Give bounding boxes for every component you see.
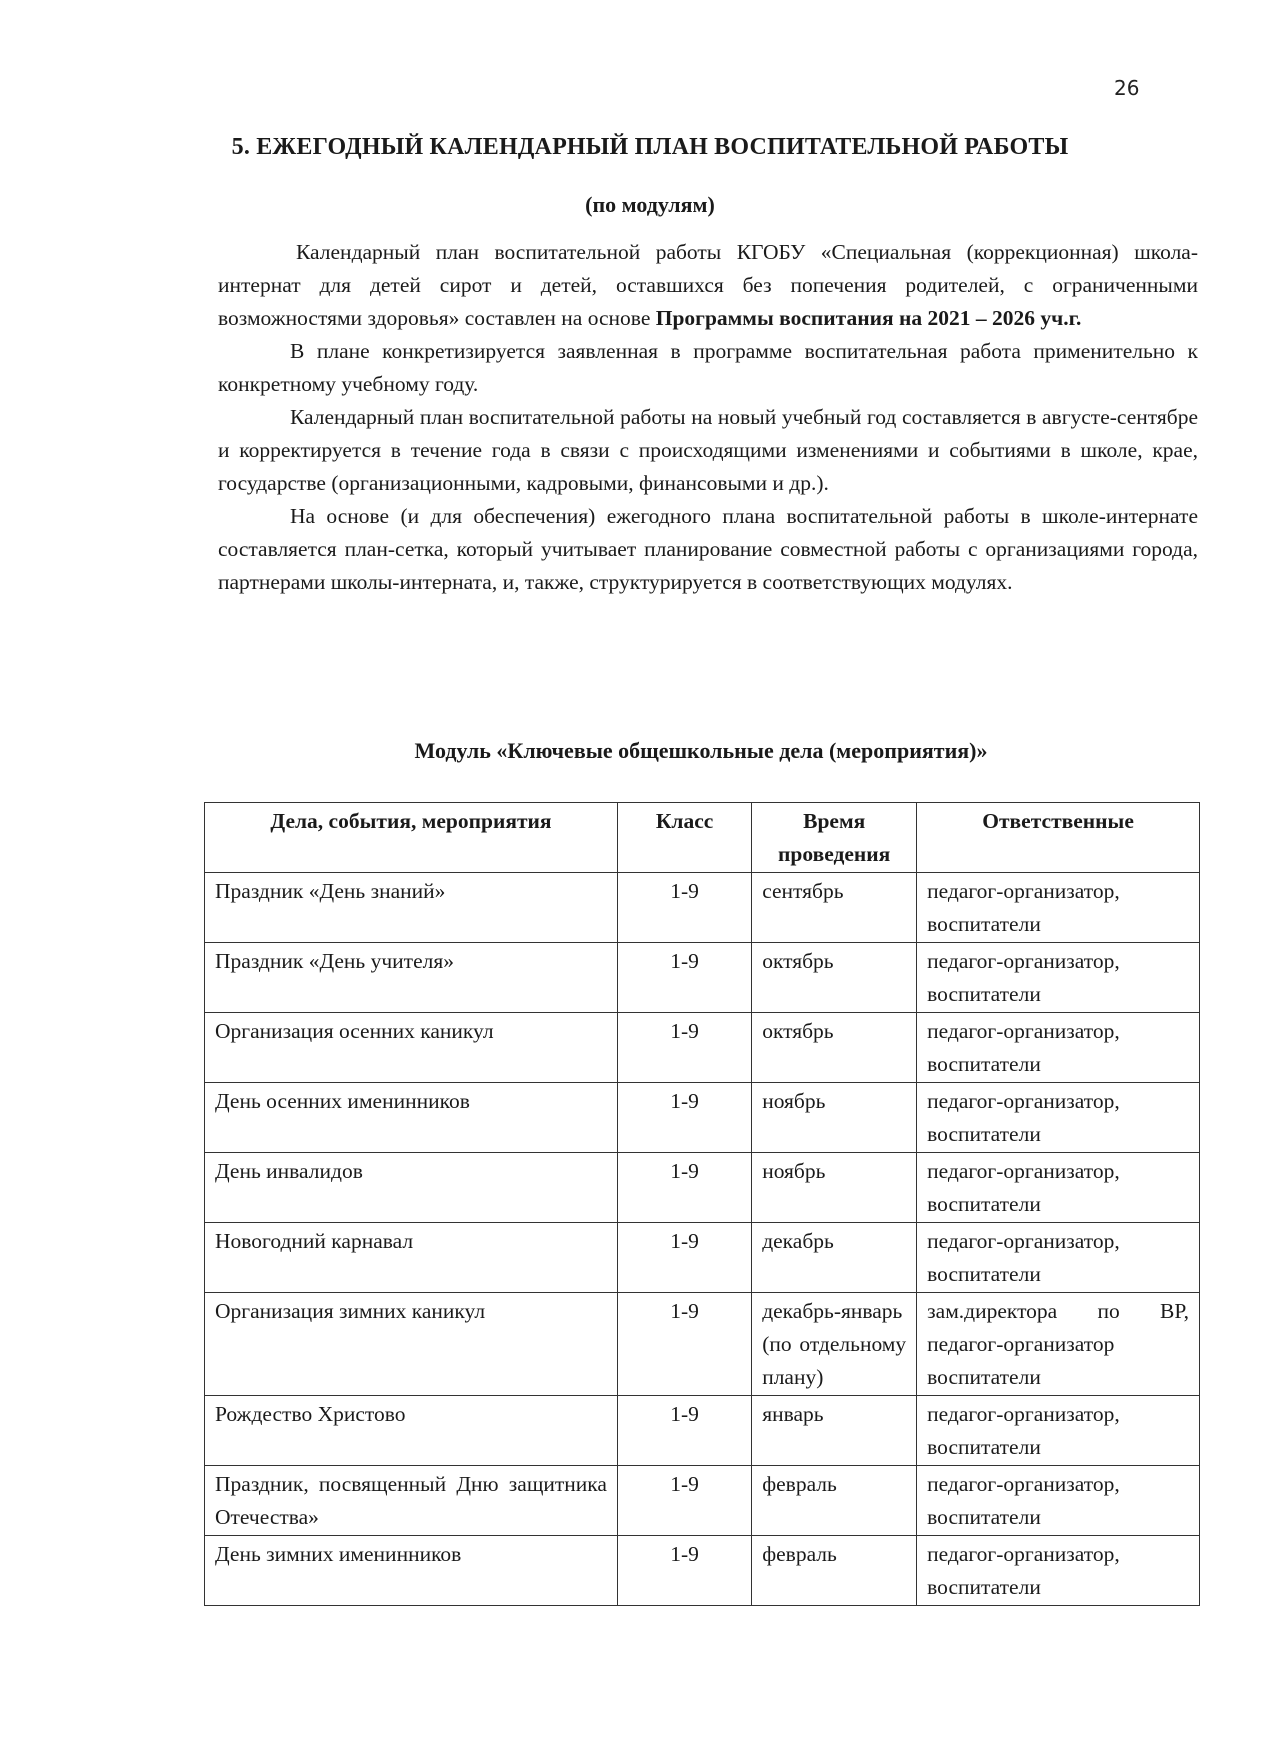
cell-time: сентябрь: [752, 873, 917, 943]
cell-event: Рождество Христово: [205, 1396, 618, 1466]
paragraph-2: В плане конкретизируется заявленная в программе воспитательная работа применительно к конкретному учебному году.: [218, 339, 1198, 396]
header-responsible: Ответственные: [917, 803, 1200, 873]
header-grade: Класс: [617, 803, 751, 873]
table-row: [205, 1013, 1200, 1083]
cell-responsible: педагог-организатор, воспитатели: [917, 1153, 1200, 1223]
cell-grade: 1-9: [617, 1083, 751, 1153]
paragraph-1-bold: Программы воспитания на 2021 – 2026 уч.г.: [655, 306, 1082, 330]
cell-responsible: зам.директора по ВР, педагог-организатор воспитатели: [917, 1293, 1200, 1396]
paragraph-3: Календарный план воспитательной работы на новый учебный год составляется в августе-сентябре и корректируется в течение года в связи с происходящими изменениями и событиями в школе, крае, государстве (организационными, кадровыми, финансовыми и др.).: [218, 405, 1198, 495]
cell-grade: 1-9: [617, 1013, 751, 1083]
table-row: [205, 1293, 1200, 1396]
cell-event: Организация зимних каникул: [205, 1293, 618, 1396]
cell-event: Новогодний карнавал: [205, 1223, 618, 1293]
cell-responsible: педагог-организатор, воспитатели: [917, 873, 1200, 943]
cell-time: ноябрь: [752, 1153, 917, 1223]
cell-time: ноябрь: [752, 1083, 917, 1153]
section-subtitle: (по модулям): [585, 192, 715, 217]
cell-responsible: педагог-организатор, воспитатели: [917, 1466, 1200, 1536]
paragraph-1: [218, 236, 1198, 335]
header-event: Дела, события, мероприятия: [205, 803, 618, 873]
cell-responsible: педагог-организатор, воспитатели: [917, 943, 1200, 1013]
table-row: [205, 1083, 1200, 1153]
cell-grade: 1-9: [617, 1223, 751, 1293]
intro-text: [218, 236, 1198, 599]
cell-event: Праздник «День учителя»: [205, 943, 618, 1013]
cell-time: декабрь: [752, 1223, 917, 1293]
paragraph-1-text: Календарный план воспитательной работы КГОБУ «Специальная (коррекционная) школа-интернат для детей сирот и детей, оставшихся без попечения родителей, с ограниченными возможностями здоровья» составлен на основе: [218, 240, 1198, 330]
table-row: [205, 1396, 1200, 1466]
table-row: [205, 943, 1200, 1013]
cell-grade: 1-9: [617, 1466, 751, 1536]
cell-grade: 1-9: [617, 873, 751, 943]
cell-responsible: педагог-организатор, воспитатели: [917, 1396, 1200, 1466]
section-title: 5. ЕЖЕГОДНЫЙ КАЛЕНДАРНЫЙ ПЛАН ВОСПИТАТЕЛЬНОЙ РАБОТЫ: [231, 134, 1069, 160]
cell-grade: 1-9: [617, 1153, 751, 1223]
cell-responsible: педагог-организатор, воспитатели: [917, 1536, 1200, 1606]
table-row: [205, 873, 1200, 943]
cell-responsible: педагог-организатор, воспитатели: [917, 1083, 1200, 1153]
cell-event: Организация осенних каникул: [205, 1013, 618, 1083]
cell-responsible: педагог-организатор, воспитатели: [917, 1013, 1200, 1083]
cell-grade: 1-9: [617, 1396, 751, 1466]
cell-grade: 1-9: [617, 943, 751, 1013]
table-row: [205, 1536, 1200, 1606]
cell-event: Праздник, посвященный Дню защитника Отечества»: [205, 1466, 618, 1536]
cell-responsible: педагог-организатор, воспитатели: [917, 1223, 1200, 1293]
cell-time: октябрь: [752, 943, 917, 1013]
cell-time: январь: [752, 1396, 917, 1466]
table-row: [205, 1466, 1200, 1536]
paragraph-4: На основе (и для обеспечения) ежегодного плана воспитательной работы в школе-интернате составляется план-сетка, который учитывает планирование совместной работы с организациями города, партнерами школы-интерната, и, также, структурируется в соответствующих модулях.: [218, 504, 1198, 594]
cell-time: февраль: [752, 1466, 917, 1536]
cell-time: октябрь: [752, 1013, 917, 1083]
cell-event: День инвалидов: [205, 1153, 618, 1223]
header-time: Время проведения: [752, 803, 917, 873]
cell-time: февраль: [752, 1536, 917, 1606]
cell-time: декабрь-январь (по отдельному плану): [752, 1293, 917, 1396]
page-number: 26: [1114, 76, 1140, 100]
table-row: [205, 1153, 1200, 1223]
module-title: Модуль «Ключевые общешкольные дела (мероприятия)»: [414, 738, 988, 763]
table-header-row: [205, 803, 1200, 873]
cell-event: Праздник «День знаний»: [205, 873, 618, 943]
cell-grade: 1-9: [617, 1536, 751, 1606]
cell-grade: 1-9: [617, 1293, 751, 1396]
events-table: [204, 802, 1200, 1606]
table-row: [205, 1223, 1200, 1293]
cell-event: День зимних именинников: [205, 1536, 618, 1606]
cell-event: День осенних именинников: [205, 1083, 618, 1153]
